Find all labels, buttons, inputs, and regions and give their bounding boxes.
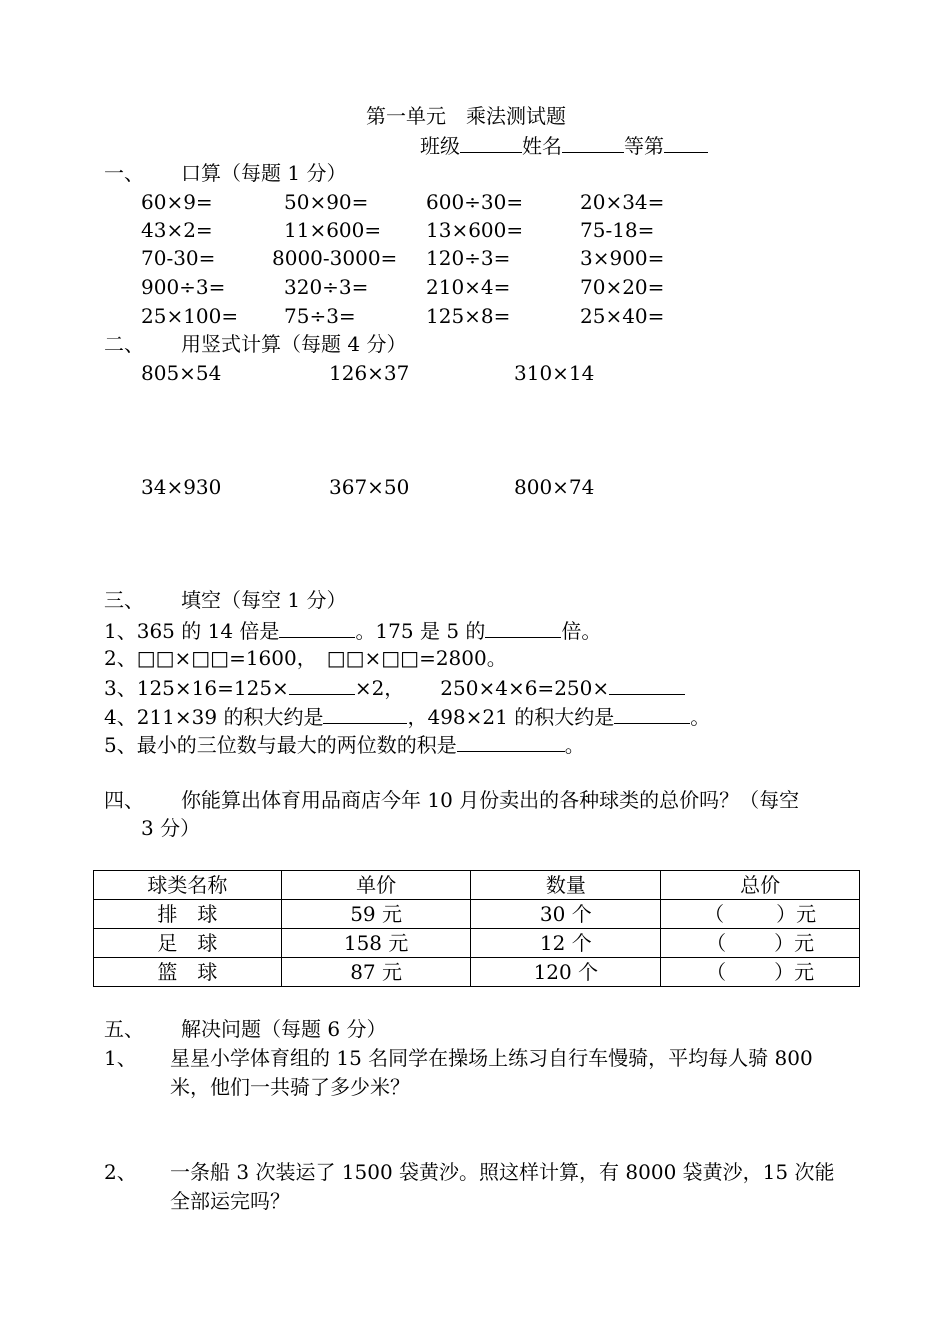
answer-blank[interactable] [289,676,355,695]
fill-text: 125×16=125× [136,676,289,700]
paren-open: （ [706,931,727,955]
mental-math-item: 125×8= [426,304,511,328]
mental-math-item: 13×600= [426,218,524,242]
class-blank[interactable] [460,134,522,153]
answer-blank[interactable] [485,619,561,638]
paren-close: ）元 [774,931,815,955]
section2-heading: 用竖式计算（每题 4 分） [181,332,407,356]
mental-math-item: 50×90= [284,190,369,214]
fill-text: 最小的三位数与最大的两位数的积是 [136,733,457,757]
problem-number: 2、 [104,1160,137,1184]
fill-item-number: 3、 [104,676,137,700]
mental-math-item: 600÷30= [426,190,524,214]
vertical-calc-item: 800×74 [514,475,595,499]
table-row [94,958,860,987]
mental-math-item: 70×20= [580,275,665,299]
fill-text: 。175 是 5 的 [355,619,486,643]
section1-heading: 口算（每题 1 分） [181,161,347,185]
problem-text: 米，他们一共骑了多少米？ [170,1075,410,1099]
table-header: 球类名称 [94,871,282,900]
ball-name: 足 球 [94,929,282,958]
vertical-calc-item: 805×54 [141,361,222,385]
fill-text: 365 的 14 倍是 [136,619,280,643]
mental-math-item: 60×9= [141,190,213,214]
section2-number: 二、 [104,332,144,356]
section4-number: 四、 [104,788,144,812]
grade-label: 等第 [624,134,664,158]
fill-item-2 [104,648,507,668]
mental-math-item: 11×600= [284,218,382,242]
fill-text: 。 [690,705,711,729]
fill-item-4 [104,705,710,727]
table-header: 单价 [281,871,471,900]
section5-number: 五、 [104,1017,144,1041]
fill-item-number: 2、 [104,646,137,670]
section4-heading: 你能算出体育用品商店今年 10 月份卖出的各种球类的总价吗？（每空 [181,788,800,812]
answer-blank[interactable] [323,705,407,724]
fill-text: 250×4×6=250× [440,676,610,700]
table-header: 总价 [661,871,860,900]
fill-text: □□×□□=1600， □□×□□=2800。 [136,646,507,670]
fill-item-1 [104,619,601,641]
fill-item-3 [104,676,685,698]
ball-price-table [93,870,860,987]
name-label: 姓名 [522,134,562,158]
fill-text: 倍。 [561,619,602,643]
paren-close: ）元 [776,902,817,926]
answer-blank[interactable] [614,705,690,724]
mental-math-item: 43×2= [141,218,213,242]
unit-price: 158 元 [281,929,471,958]
mental-math-item: 20×34= [580,190,665,214]
ball-name: 篮 球 [94,958,282,987]
fill-item-number: 5、 [104,733,137,757]
mental-math-item: 210×4= [426,275,511,299]
fill-item-5 [104,733,585,755]
problem-text: 星星小学体育组的 15 名同学在操场上练习自行车慢骑，平均每人骑 800 [170,1046,813,1070]
section4-heading-cont: 3 分） [141,816,201,840]
problem-text: 全部运完吗？ [170,1189,290,1213]
answer-blank[interactable] [279,619,355,638]
mental-math-item: 75÷3= [284,304,356,328]
mental-math-item: 75-18= [580,218,655,242]
total-price-answer[interactable] [661,929,860,958]
fill-item-number: 1、 [104,619,137,643]
mental-math-item: 25×40= [580,304,665,328]
table-header-row [94,871,860,900]
problem-text: 一条船 3 次装运了 1500 袋黄沙。照这样计算，有 8000 袋黄沙，15 次能 [170,1160,835,1184]
total-price-answer[interactable] [661,900,860,929]
page-title: 第一单元 乘法测试题 [366,104,566,128]
vertical-calc-item: 310×14 [514,361,595,385]
unit-price: 59 元 [281,900,471,929]
vertical-calc-item: 34×930 [141,475,222,499]
section1-number: 一、 [104,161,144,185]
table-row [94,929,860,958]
class-label: 班级 [420,134,460,158]
quantity: 120 个 [471,958,661,987]
answer-blank[interactable] [609,676,685,695]
mental-math-item: 25×100= [141,304,239,328]
paren-close: ）元 [774,960,815,984]
grade-blank[interactable] [664,134,708,153]
mental-math-item: 3×900= [580,246,665,270]
fill-item-number: 4、 [104,705,137,729]
ball-name: 排 球 [94,900,282,929]
fill-text: 。 [564,733,585,757]
mental-math-item: 120÷3= [426,246,511,270]
fill-text: ×2， [354,676,405,700]
mental-math-item: 8000-3000= [272,246,398,270]
section3-heading: 填空（每空 1 分） [181,588,347,612]
mental-math-item: 70-30= [141,246,216,270]
table-row [94,900,860,929]
unit-price: 87 元 [281,958,471,987]
student-info [420,134,708,156]
fill-text: ，498×21 的积大约是 [407,705,615,729]
vertical-calc-item: 367×50 [329,475,410,499]
mental-math-item: 900÷3= [141,275,226,299]
quantity: 12 个 [471,929,661,958]
section3-number: 三、 [104,588,144,612]
mental-math-item: 320÷3= [284,275,369,299]
paren-open: （ [706,960,727,984]
table-header: 数量 [471,871,661,900]
total-price-answer[interactable] [661,958,860,987]
answer-blank[interactable] [457,733,565,752]
fill-text: 211×39 的积大约是 [136,705,324,729]
vertical-calc-item: 126×37 [329,361,410,385]
section5-heading: 解决问题（每题 6 分） [181,1017,387,1041]
name-blank[interactable] [562,134,624,153]
paren-open: （ [704,902,725,926]
problem-number: 1、 [104,1046,137,1070]
quantity: 30 个 [471,900,661,929]
